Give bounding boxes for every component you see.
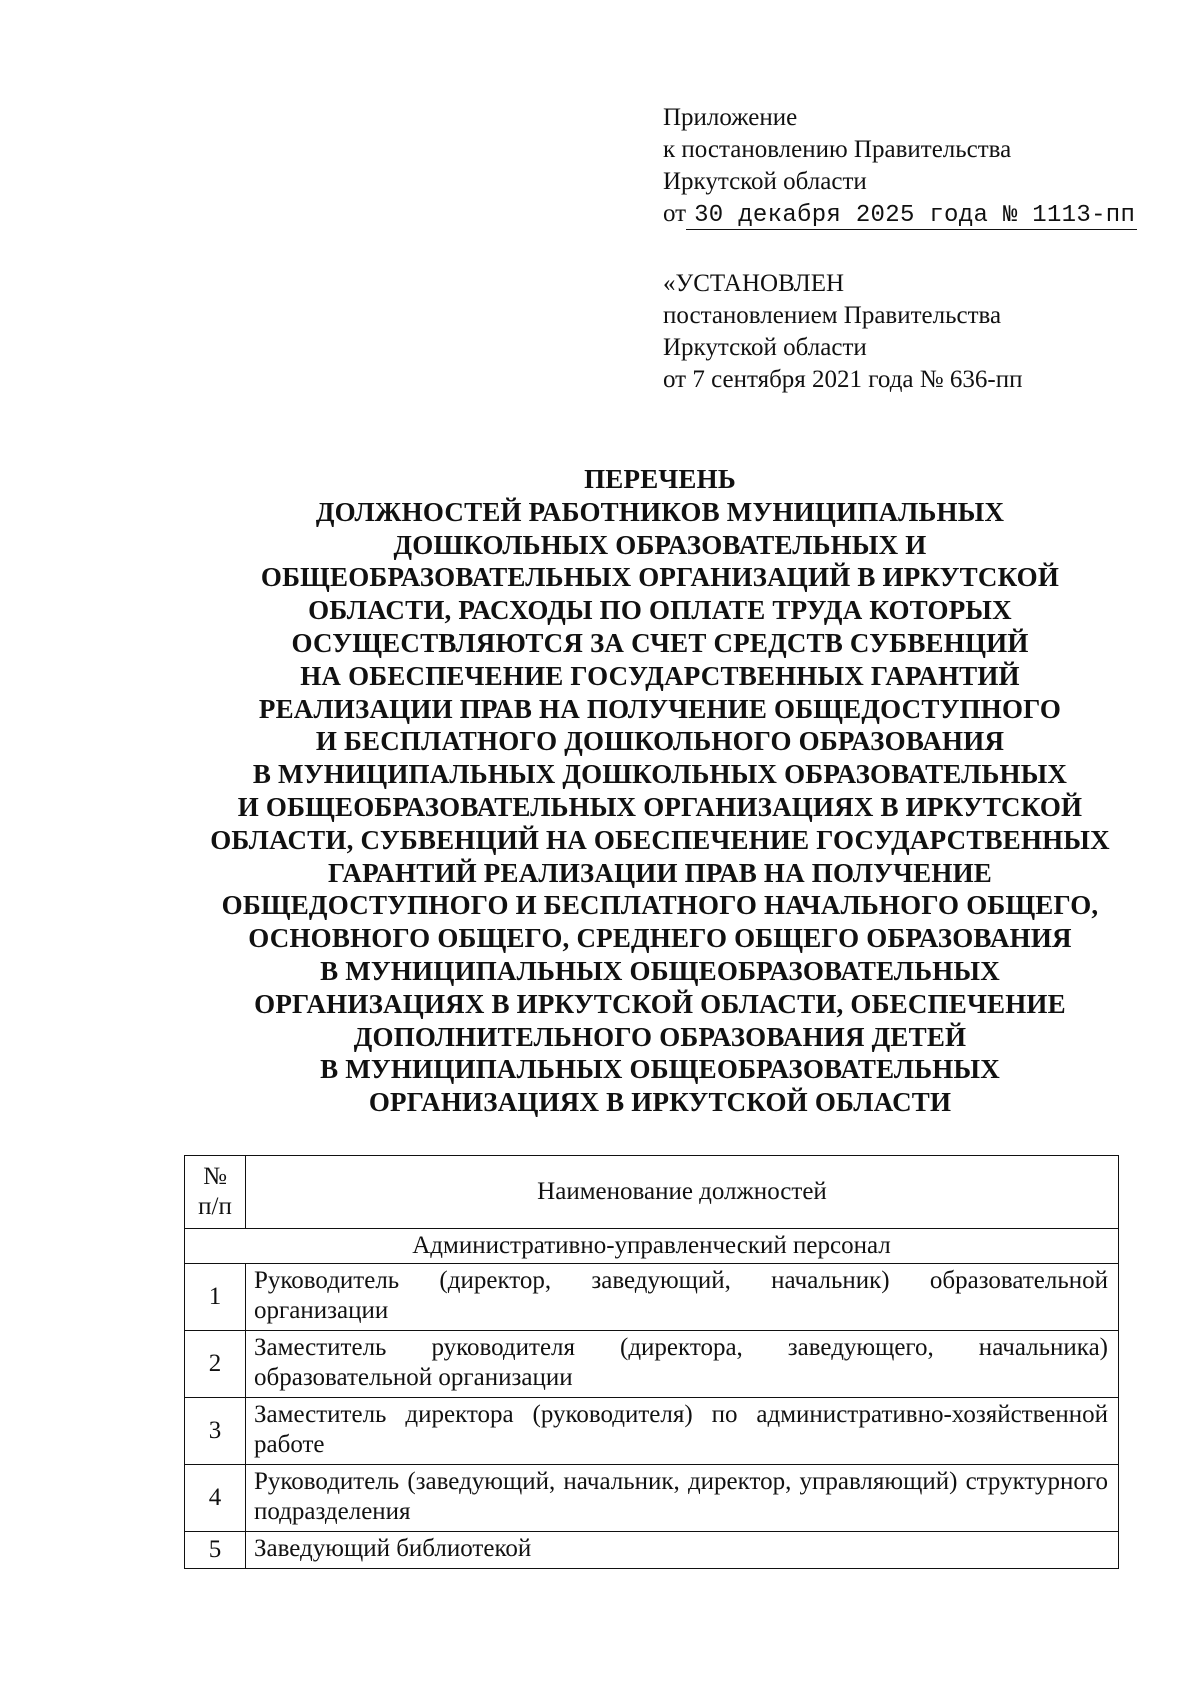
title-line: В МУНИЦИПАЛЬНЫХ ДОШКОЛЬНЫХ ОБРАЗОВАТЕЛЬНЫХ	[252, 759, 1068, 790]
positions-table	[184, 1155, 1119, 1569]
row-number: 3	[185, 1398, 246, 1465]
row-number: 4	[185, 1465, 246, 1532]
title-line: РЕАЛИЗАЦИИ ПРАВ НА ПОЛУЧЕНИЕ ОБЩЕДОСТУПНОГО	[258, 693, 1062, 724]
document-title	[180, 463, 1140, 1119]
section-row	[185, 1229, 1119, 1264]
number-header-line: п/п	[198, 1193, 232, 1220]
row-number: 2	[185, 1331, 246, 1398]
position-name: Заведующий библиотекой	[246, 1532, 1119, 1569]
title-line: ОБЩЕДОСТУПНОГО И БЕСПЛАТНОГО НАЧАЛЬНОГО ОБЩЕГО,	[221, 890, 1099, 921]
approval-line: Иркутской области	[663, 168, 867, 195]
number-column-header	[185, 1156, 246, 1229]
table-row	[185, 1331, 1119, 1398]
name-column-header: Наименование должностей	[246, 1156, 1119, 1229]
row-number: 1	[185, 1264, 246, 1331]
title-line: ОБЛАСТИ, РАСХОДЫ ПО ОПЛАТЕ ТРУДА КОТОРЫХ	[308, 595, 1012, 626]
established-line: от 7 сентября 2021 года № 636-пп	[663, 366, 1023, 393]
approval-stamp	[663, 102, 1137, 232]
approval-line: Приложение	[663, 104, 798, 131]
title-line: ГАРАНТИЙ РЕАЛИЗАЦИИ ПРАВ НА ПОЛУЧЕНИЕ	[327, 857, 993, 888]
title-line: ДОЛЖНОСТЕЙ РАБОТНИКОВ МУНИЦИПАЛЬНЫХ	[315, 496, 1005, 527]
title-line: ОБЛАСТИ, СУБВЕНЦИЙ НА ОБЕСПЕЧЕНИЕ ГОСУДАРСТВЕННЫХ	[210, 824, 1110, 855]
position-name: Заместитель директора (руководителя) по административно-хозяйственной работе	[246, 1398, 1119, 1465]
section-heading: Административно-управленческий персонал	[185, 1229, 1119, 1264]
title-line: ОСНОВНОГО ОБЩЕГО, СРЕДНЕГО ОБЩЕГО ОБРАЗОВАНИЯ	[248, 923, 1072, 954]
title-line: В МУНИЦИПАЛЬНЫХ ОБЩЕОБРАЗОВАТЕЛЬНЫХ	[320, 955, 1000, 986]
table-row	[185, 1465, 1119, 1532]
established-line: постановлением Правительства	[663, 302, 1002, 329]
title-line: В МУНИЦИПАЛЬНЫХ ОБЩЕОБРАЗОВАТЕЛЬНЫХ	[320, 1054, 1000, 1085]
approval-date-number: 30 декабря 2025 года № 1113-пп	[686, 202, 1137, 230]
position-name: Заместитель руководителя (директора, заведующего, начальника) образовательной организации	[246, 1331, 1119, 1398]
table-row	[185, 1264, 1119, 1331]
title-line: ОРГАНИЗАЦИЯХ В ИРКУТСКОЙ ОБЛАСТИ	[368, 1087, 952, 1118]
title-line: ДОПОЛНИТЕЛЬНОГО ОБРАЗОВАНИЯ ДЕТЕЙ	[353, 1021, 967, 1052]
table-row	[185, 1532, 1119, 1569]
table-row	[185, 1398, 1119, 1465]
established-stamp	[663, 268, 1022, 396]
position-name: Руководитель (заведующий, начальник, директор, управляющий) структурного подразделения	[246, 1465, 1119, 1532]
date-prefix: от	[663, 200, 687, 227]
title-line: ОБЩЕОБРАЗОВАТЕЛЬНЫХ ОРГАНИЗАЦИЙ В ИРКУТСКОЙ	[260, 562, 1060, 593]
title-line: ПЕРЕЧЕНЬ	[584, 464, 736, 494]
position-name: Руководитель (директор, заведующий, начальник) образовательной организации	[246, 1264, 1119, 1331]
approval-date-line	[663, 198, 1137, 232]
established-line: «УСТАНОВЛЕН	[663, 270, 845, 297]
table-header-row	[185, 1156, 1119, 1229]
title-line: ОРГАНИЗАЦИЯХ В ИРКУТСКОЙ ОБЛАСТИ, ОБЕСПЕЧЕНИЕ	[254, 988, 1066, 1019]
title-line: НА ОБЕСПЕЧЕНИЕ ГОСУДАРСТВЕННЫХ ГАРАНТИЙ	[300, 660, 1020, 691]
number-header-line: №	[203, 1163, 227, 1190]
title-line: ОСУЩЕСТВЛЯЮТСЯ ЗА СЧЕТ СРЕДСТВ СУБВЕНЦИЙ	[291, 627, 1029, 658]
title-line: ДОШКОЛЬНЫХ ОБРАЗОВАТЕЛЬНЫХ И	[393, 529, 927, 560]
approval-line: к постановлению Правительства	[663, 136, 1012, 163]
title-line: И ОБЩЕОБРАЗОВАТЕЛЬНЫХ ОРГАНИЗАЦИЯХ В ИРКУТСКОЙ	[237, 791, 1083, 822]
established-line: Иркутской области	[663, 334, 867, 361]
row-number: 5	[185, 1532, 246, 1569]
title-line: И БЕСПЛАТНОГО ДОШКОЛЬНОГО ОБРАЗОВАНИЯ	[315, 726, 1005, 757]
